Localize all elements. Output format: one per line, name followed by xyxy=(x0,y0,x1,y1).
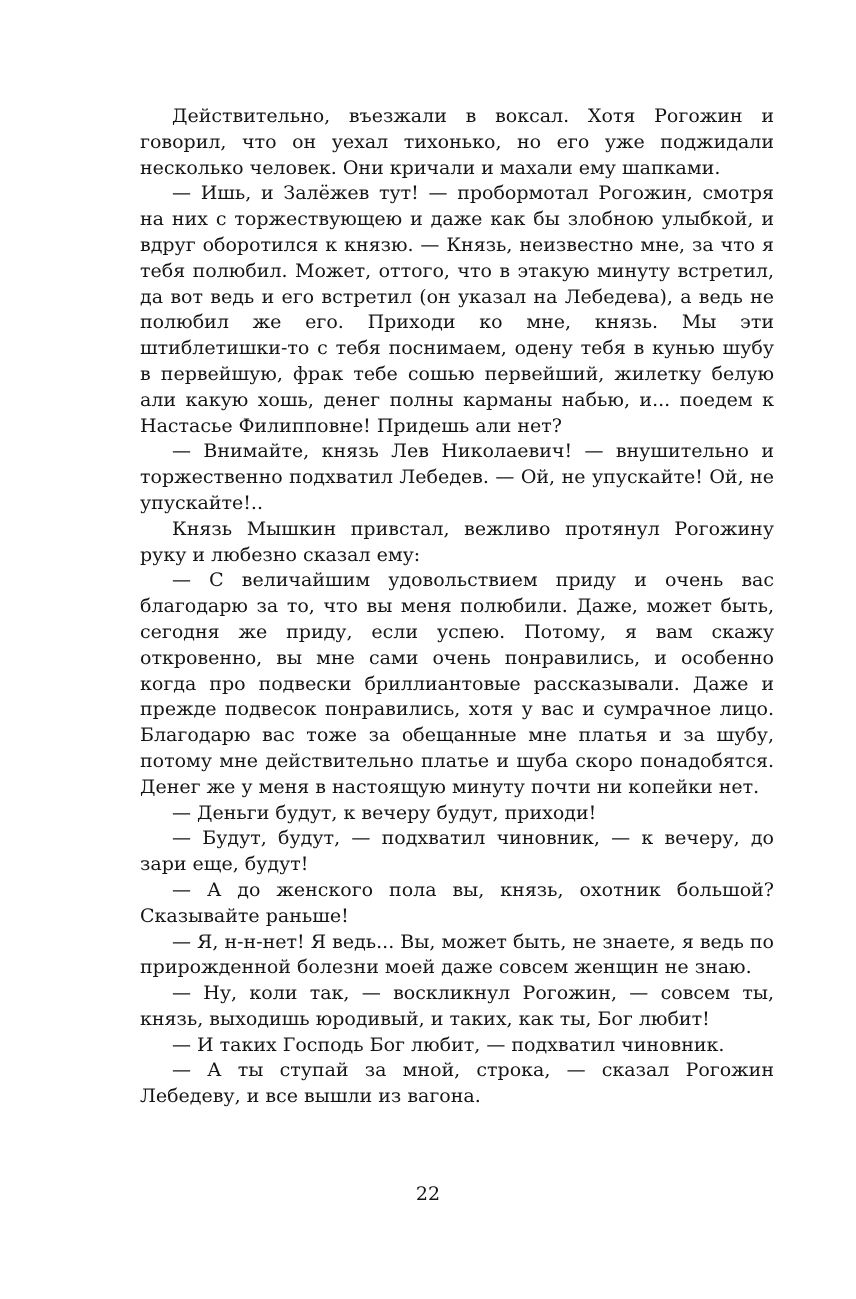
paragraph: — А ты ступай за мной, строка, — сказал Рогожин Лебедеву, и все вышли из вагона. xyxy=(140,1059,774,1108)
body-text xyxy=(140,104,774,1110)
page-number: 22 xyxy=(415,1183,441,1205)
paragraph: Действительно, въезжали в воксал. Хотя Рогожин и говорил, что он уехал тихонько, но его уже поджидали несколько человек. Они кричали и махали ему шапками. xyxy=(140,105,774,179)
paragraph: — Внимайте, князь Лев Николаевич! — внушительно и торжественно подхватил Лебедев. — Ой, не упускайте! Ой, не упускайте!.. xyxy=(140,440,774,514)
paragraph: — С величайшим удовольствием приду и очень вас благодарю за то, что вы меня полюбили. Даже, может быть, сегодня же приду, если успею. Потому, я вам скажу откровенно, вы мне сами очень понравились, и особенно когда про подвески бриллиантовые рассказывали. Даже и прежде подвесок понравились, хотя у вас и сумрачное лицо. Благодарю вас тоже за обещанные мне платья и за шубу, потому мне действительно платье и шуба скоро понадобятся. Денег же у меня в настоящую минуту почти ни копейки нет. xyxy=(140,569,774,798)
paragraph: — А до женского пола вы, князь, охотник большой? Сказывайте раньше! xyxy=(140,878,774,927)
paragraph: — Деньги будут, к вечеру будут, приходи! xyxy=(172,801,597,824)
paragraph: — Ишь, и Залёжев тут! — пробормотал Рогожин, смотря на них с торжествующею и даже как бы злобною улыбкой, и вдруг оборотился к князю. — Князь, неизвестно мне, за что я тебя полюбил. Может, оттого, что в этакую минуту встретил, да вот ведь и его встретил (он указал на Лебедева), а ведь не полюбил же его. Приходи ко мне, князь. Мы эти штиблетишки-то с тебя поснимаем, одену тебя в кунью шубу в первейшую, фрак тебе сошью первейший, жилетку белую али какую хошь, денег полны карманы набью, и... поедем к Настасье Филипповне! Придешь али нет? xyxy=(140,182,774,437)
paragraph: — Я, н-н-нет! Я ведь... Вы, может быть, не знаете, я ведь по прирожденной болезни моей даже совсем женщин не знаю. xyxy=(140,930,774,979)
paragraph: — Ну, коли так, — воскликнул Рогожин, — совсем ты, князь, выходишь юродивый, и таких, как ты, Бог любит! xyxy=(140,982,774,1030)
paragraph: — И таких Господь Бог любит, — подхватил чиновник. xyxy=(172,1033,725,1056)
paragraph: Князь Мышкин привстал, вежливо протянул Рогожину руку и любезно сказал ему: xyxy=(140,517,774,566)
paragraph: — Будут, будут, — подхватил чиновник, — к вечеру, до зари еще, будут! xyxy=(140,827,774,876)
